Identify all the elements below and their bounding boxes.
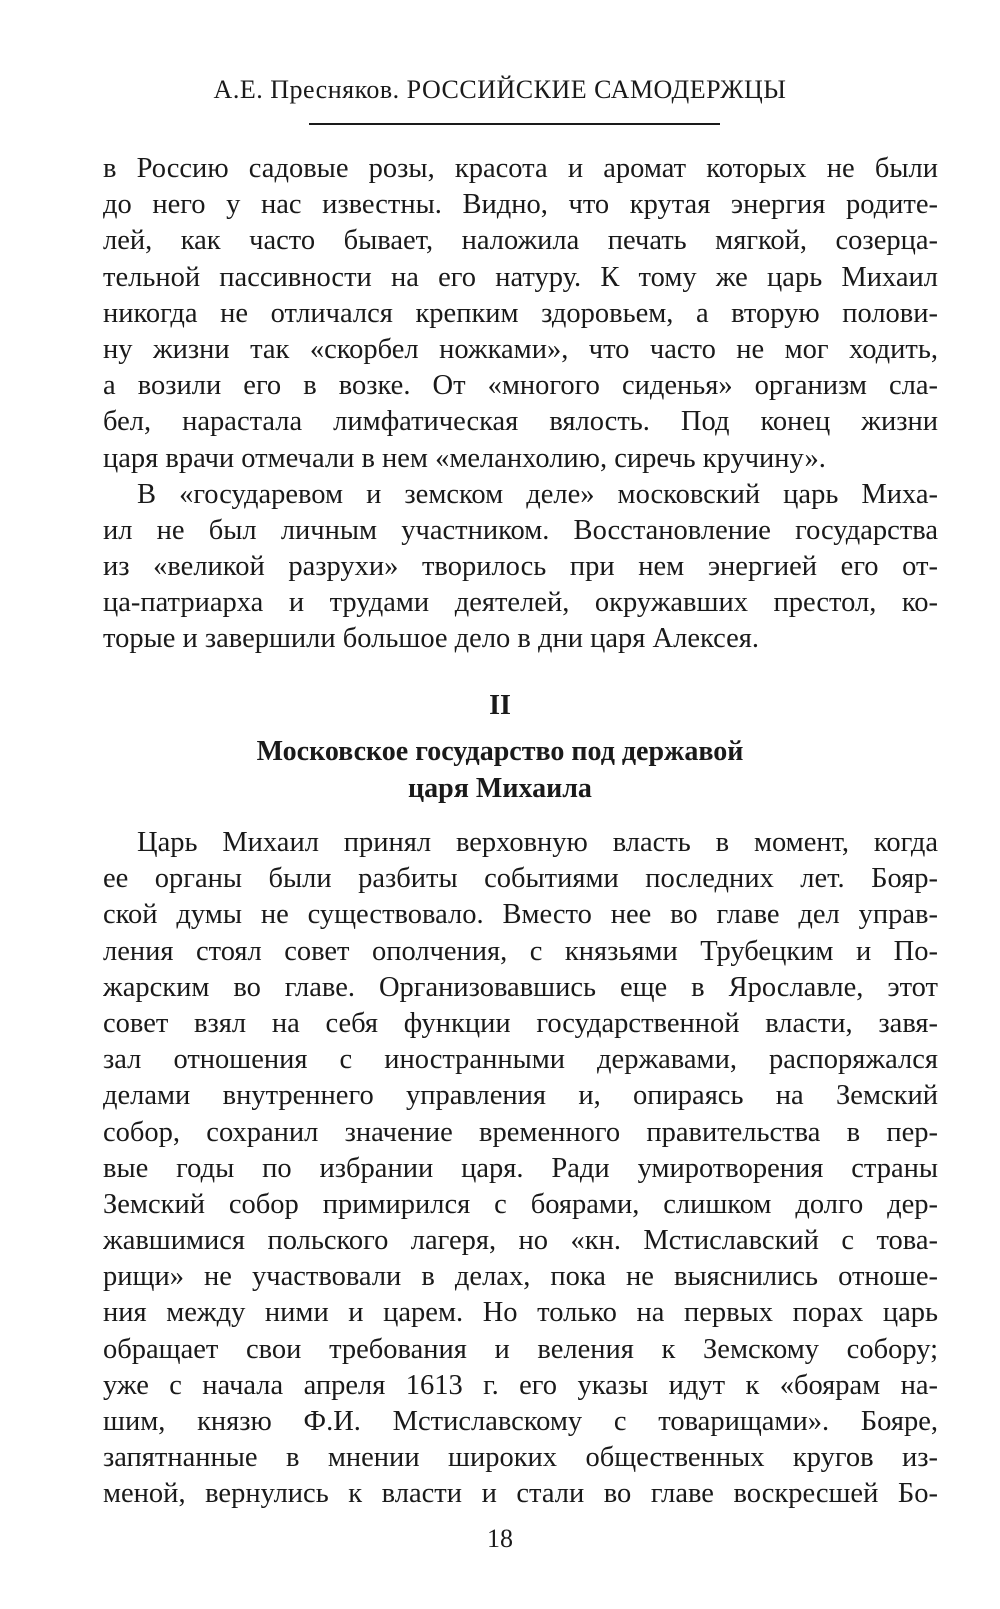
text-line: царя врачи отмечали в нем «меланхолию, сиречь кручину». <box>103 442 826 474</box>
running-head: А.Е. Пресняков. РОССИЙСКИЕ САМОДЕРЖЦЫ <box>213 75 787 104</box>
header-rule <box>309 123 720 125</box>
text-line: жарским во главе. Организовавшись еще в Ярославле, этот <box>103 971 938 1003</box>
text-line: ее органы были разбиты событиями последних лет. Бояр- <box>103 863 938 895</box>
page-number: 18 <box>487 1524 513 1553</box>
text-block-chapter <box>103 825 938 1513</box>
text-line: запятнанные в мнении широких общественных кругов из- <box>103 1442 938 1474</box>
text-block-intro <box>103 151 938 658</box>
text-line: Земский собор примирился с боярами, слишком долго дер- <box>103 1188 938 1220</box>
chapter-title-line: Московское государство под державой <box>256 736 744 767</box>
text-line: до него у нас известны. Видно, что крутая энергия родите- <box>103 189 938 221</box>
text-line: ления стоял совет ополчения, с князьями Трубецким и По- <box>103 935 938 967</box>
text-line: а возили его в возке. От «многого сиденья» организм сла- <box>103 370 938 402</box>
text-line: совет взял на себя функции государственной власти, завя- <box>103 1007 938 1039</box>
text-line: в Россию садовые розы, красота и аромат которых не были <box>103 153 938 184</box>
text-line: ну жизни так «скорбел ножками», что часто не мог ходить, <box>103 333 938 365</box>
text-line: ской думы не существовало. Вместо нее во главе дел управ- <box>103 899 938 931</box>
text-line: никогда не отличался крепким здоровьем, а вторую полови- <box>103 297 938 329</box>
text-line: торые и завершили большое дело в дни царя Алексея. <box>103 623 760 655</box>
text-line: меной, вернулись к власти и стали во главе воскресшей Бо- <box>103 1478 938 1510</box>
text-line: ца-патриарха и трудами деятелей, окружавших престол, ко- <box>103 587 938 619</box>
text-line: вые годы по избрании царя. Ради умиротворения страны <box>103 1152 938 1184</box>
text-line: бел, нарастала лимфатическая вялость. Под конец жизни <box>103 406 938 438</box>
text-line: шим, князю Ф.И. Мстиславскому с товарищами». Бояре, <box>103 1406 938 1437</box>
text-line: уже с начала апреля 1613 г. его указы идут к «боярам на- <box>103 1369 938 1401</box>
text-line: лей, как часто бывает, наложила печать мягкой, созерца- <box>103 225 938 257</box>
text-line: Царь Михаил принял верховную власть в момент, когда <box>137 827 938 858</box>
text-line: обращает свои требования и веления к Земскому собору; <box>103 1333 938 1365</box>
text-line: делами внутреннего управления и, опираясь на Земский <box>103 1080 938 1112</box>
chapter-title-line: царя Михаила <box>408 773 592 804</box>
chapter-title <box>0 733 1000 807</box>
text-line: зал отношения с иностранными державами, распоряжался <box>103 1044 938 1076</box>
text-line: ния между ними и царем. Но только на первых порах царь <box>103 1297 938 1329</box>
text-line: В «государевом и земском деле» московский царь Миха- <box>137 478 938 510</box>
text-line: собор, сохранил значение временного правительства в пер- <box>103 1116 938 1148</box>
text-line: ил не был личным участником. Восстановление государства <box>103 514 938 546</box>
text-line: из «великой разрухи» творилось при нем энергией его от- <box>103 551 938 583</box>
text-line: жавшимися польского лагеря, но «кн. Мстиславский с това- <box>103 1225 938 1257</box>
text-line: тельной пассивности на его натуру. К тому же царь Михаил <box>103 261 938 293</box>
chapter-number: II <box>489 690 511 721</box>
text-line: рищи» не участвовали в делах, пока не выяснились отноше- <box>103 1261 938 1293</box>
